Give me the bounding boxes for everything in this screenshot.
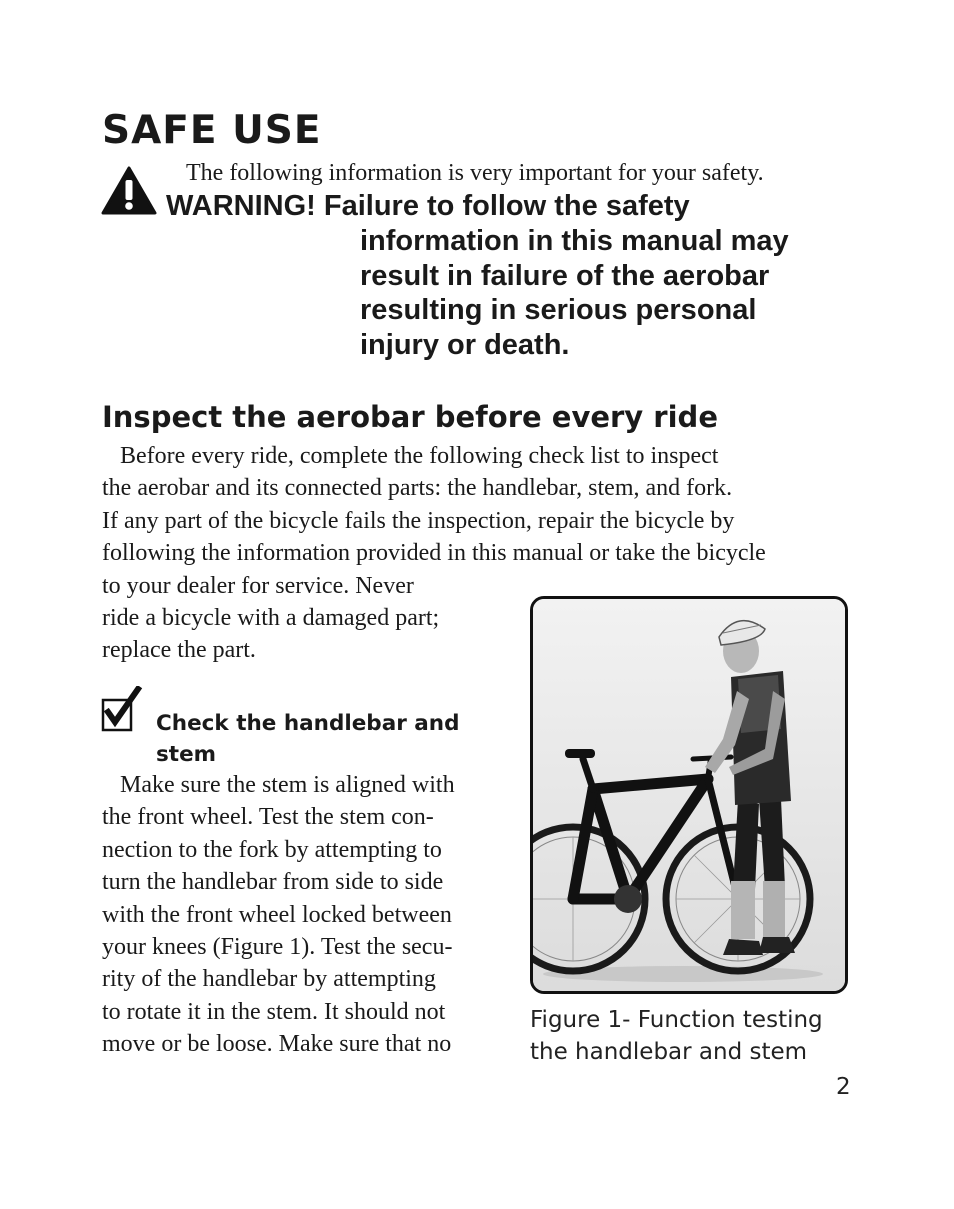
section-heading: Inspect the aerobar before every ride [102,400,718,434]
paragraph-line: with the front wheel locked between [102,901,452,928]
caption-line: Figure 1- Function testing [530,1007,823,1033]
paragraph-line: nection to the fork by attempting to [102,836,442,863]
intro-text: The following information is very important for your safety. [186,160,764,186]
warning-line: injury or death. [360,328,570,361]
paragraph-line: ride a bicycle with a damaged part; [102,605,440,632]
paragraph-line: replace the part. [102,637,256,664]
caption-line: the handlebar and stem [530,1039,808,1065]
paragraph-line: Make sure the stem is aligned with [102,772,455,798]
handlebar-check-paragraph [102,769,455,1061]
check-heading [156,708,460,770]
paragraph-line: If any part of the bicycle fails the inspection, repair the bicycle by [102,507,735,534]
warning-line: resulting in serious personal [360,294,757,327]
figure-caption [530,1004,823,1068]
paragraph-line: turn the handlebar from side to side [102,869,444,896]
warning-text [360,224,789,362]
check-heading-line: stem [156,742,217,767]
page-number: 2 [836,1074,851,1100]
paragraph-line: Before every ride, complete the following check list to inspect [102,443,719,469]
paragraph-line: to rotate it in the stem. It should not [102,998,446,1025]
bicycle-rider-illustration [533,599,845,991]
paragraph-line: move or be loose. Make sure that no [102,1031,452,1058]
paragraph-line: rity of the handlebar by attempting [102,966,436,993]
paragraph-line: to your dealer for service. Never [102,572,414,599]
warning-line: result in failure of the aerobar [360,259,770,292]
page-title: SAFE USE [102,108,322,153]
paragraph-line: the aerobar and its connected parts: the handlebar, stem, and fork. [102,475,733,502]
warning-first-line: WARNING! Failure to follow the safety [166,190,690,222]
figure-photo [530,596,848,994]
check-heading-line: Check the handlebar and [156,711,460,736]
paragraph-line: following the information provided in this manual or take the bicycle [102,540,766,567]
paragraph-line: your knees (Figure 1). Test the secu- [102,934,453,961]
warning-triangle-icon [101,166,157,216]
warning-line: information in this manual may [360,225,789,257]
checkbox-checked-icon [100,686,144,734]
paragraph-line: the front wheel. Test the stem con- [102,804,434,831]
